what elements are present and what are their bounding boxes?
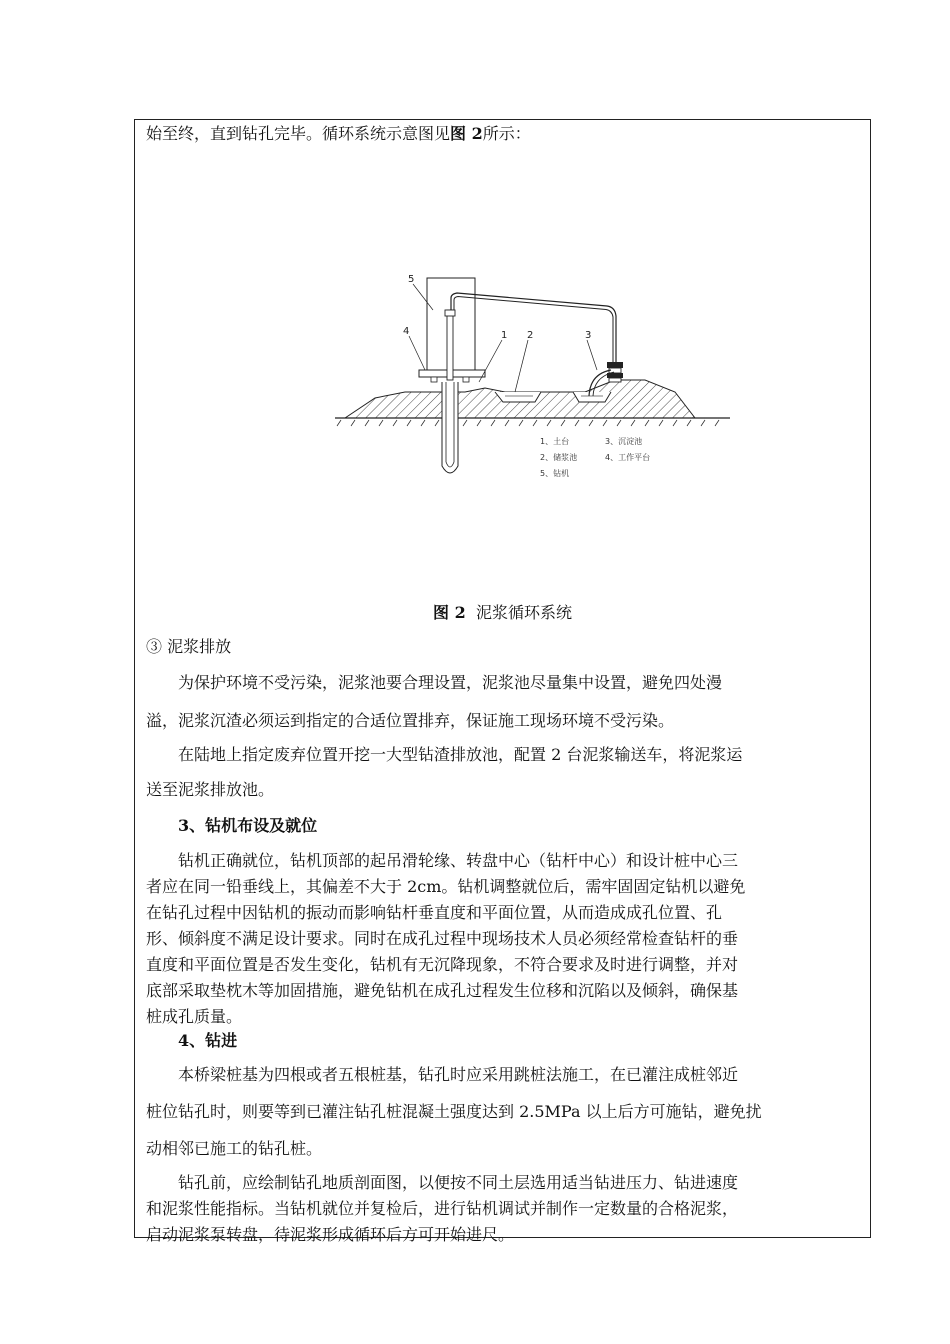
section-heading-4: 4、钻进 — [178, 1031, 238, 1050]
figure-title: 泥浆循环系统 — [475, 603, 572, 622]
sec3-line: 形、倾斜度不满足设计要求。同时在成孔过程中现场技术人员必须经常检查钻杆的垂 — [146, 929, 739, 948]
discharge-p2-line1: 在陆地上指定废弃位置开挖一大型钻渣排放池，配置 2 台泥浆输送车，将泥浆运 — [178, 745, 743, 764]
legend-item-2: 2、储浆池 — [540, 453, 578, 462]
section-heading-discharge: ③ 泥浆排放 — [146, 637, 232, 656]
sec3-line: 在钻孔过程中因钻机的振动而影响钻杆垂直度和平面位置，从而造成成孔位置、孔 — [146, 903, 723, 922]
legend-item-4: 4、工作平台 — [605, 453, 651, 462]
ground-ticks — [337, 420, 719, 426]
intro-text: 始至终，直到钻孔完毕。循环系统示意图见 — [146, 124, 451, 143]
settling-pit — [573, 392, 611, 402]
sec3-line: 钻机正确就位，钻机顶部的起吊滑轮缘、转盘中心（钻杆中心）和设计桩中心三 — [178, 851, 739, 870]
legend-item-1: 1、土台 — [540, 437, 570, 446]
section-heading-3: 3、钻机布设及就位 — [178, 816, 318, 835]
callout-3: 3 — [585, 330, 592, 341]
sec4-p1-line: 桩位钻孔时，则要等到已灌注钻孔桩混凝土强度达到 2.5MPa 以上后方可施钻，避免扰 — [146, 1102, 762, 1121]
bore-hole — [442, 382, 458, 473]
discharge-p1-line1: 为保护环境不受污染，泥浆池要合理设置，泥浆池尽量集中设置，避免四处漫 — [178, 673, 723, 692]
figure-reference: 图 2 — [450, 124, 483, 143]
mud-pump — [607, 362, 623, 382]
intro-suffix: 所示： — [482, 124, 531, 143]
sec4-p2-line: 启动泥浆泵转盘，待泥浆形成循环后方可开始进尺。 — [146, 1225, 515, 1244]
sec4-p1-line: 本桥梁桩基为四根或者五根桩基，钻孔时应采用跳桩法施工，在已灌注成桩邻近 — [178, 1065, 739, 1084]
legend-item-5: 5、钻机 — [540, 469, 570, 478]
callout-4: 4 — [403, 326, 410, 337]
discharge-p2-line2: 送至泥浆排放池。 — [146, 780, 275, 799]
drill-pipe — [447, 310, 453, 380]
mud-circulation-diagram — [335, 270, 735, 500]
sec3-line: 直度和平面位置是否发生变化，钻机有无沉降现象，不符合要求及时进行调整，并对 — [146, 955, 739, 974]
sec4-p2-line: 和泥浆性能指标。当钻机就位并复检后，进行钻机调试并制作一定数量的合格泥浆， — [146, 1199, 739, 1218]
figure-caption — [135, 602, 870, 624]
intro-line — [146, 123, 862, 145]
sec3-line: 桩成孔质量。 — [146, 1007, 243, 1026]
storage-pit — [495, 392, 541, 402]
sec3-line: 者应在同一铅垂线上，其偏差不大于 2cm。钻机调整就位后，需牢固固定钻机以避免 — [146, 877, 746, 896]
discharge-p1-line2: 溢，泥浆沉渣必须运到指定的合适位置排弃，保证施工现场环境不受污染。 — [146, 711, 675, 730]
callout-1: 1 — [501, 330, 508, 341]
sec4-p2-line: 钻孔前，应绘制钻孔地质剖面图，以便按不同土层选用适当钻进压力、钻进速度 — [178, 1173, 739, 1192]
content-table-cell — [134, 119, 871, 1244]
callout-5: 5 — [408, 274, 415, 285]
sec4-p1-line: 动相邻已施工的钻孔桩。 — [146, 1139, 323, 1158]
legend-item-3: 3、沉淀池 — [605, 437, 643, 446]
figure-number: 图 2 — [433, 603, 466, 622]
callout-2: 2 — [527, 330, 534, 341]
sec3-line: 底部采取垫枕木等加固措施，避免钻机在成孔过程发生位移和沉陷以及倾斜，确保基 — [146, 981, 739, 1000]
